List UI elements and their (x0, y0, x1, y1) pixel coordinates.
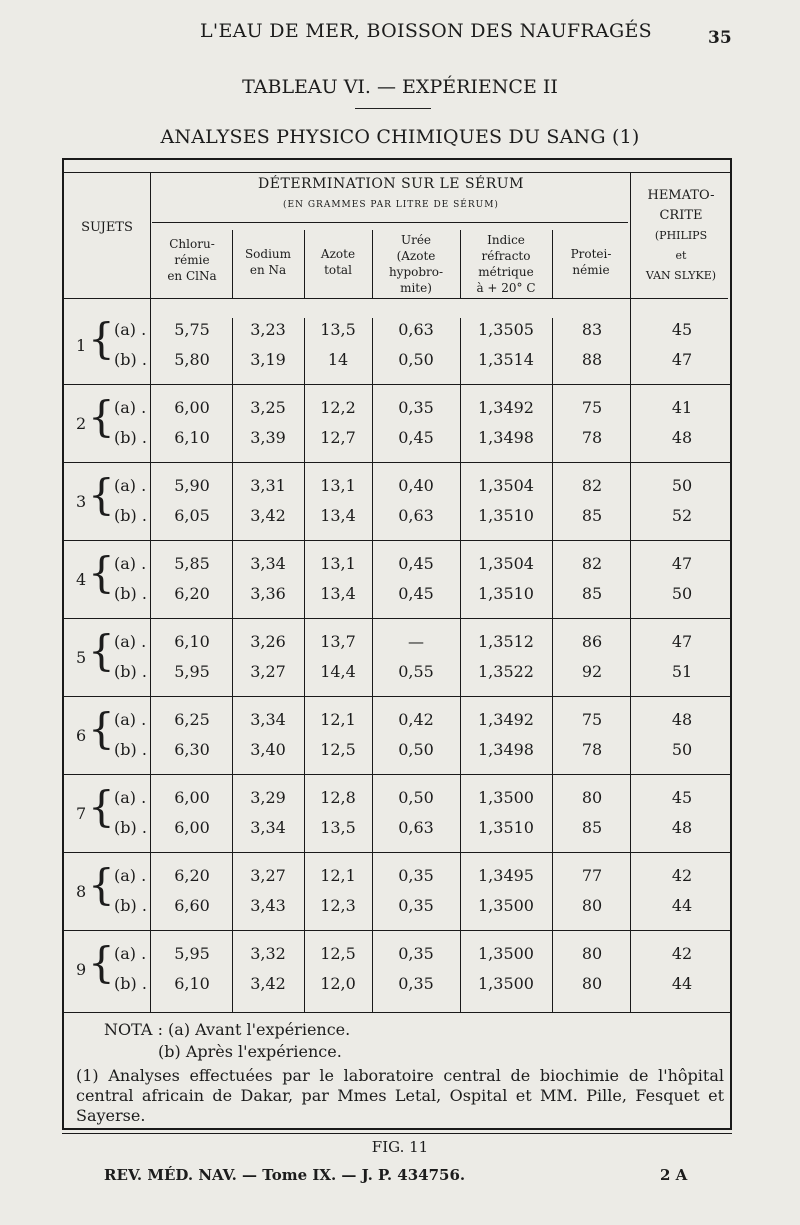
header-group-subtitle: (EN GRAMMES PAR LITRE DE SÉRUM) (283, 200, 499, 210)
title-rule (355, 108, 431, 109)
table-cell: 1,3500 (478, 896, 534, 915)
table-cell: 12,0 (320, 974, 356, 993)
table-cell: 77 (581, 866, 603, 885)
table-cell: 5,95 (174, 662, 210, 681)
table-cell: 6,05 (174, 506, 210, 525)
table-cell: 1,3510 (478, 584, 534, 603)
subject-number: 9 (76, 960, 87, 979)
table-cell: 12,1 (320, 710, 356, 729)
table-cell: 12,8 (320, 788, 356, 807)
table-cell: — (408, 632, 424, 651)
header-line: à + 20° C (476, 281, 536, 295)
header-line: Sodium (244, 247, 292, 261)
table-cell: 13,4 (320, 584, 356, 603)
brace-icon: { (88, 860, 115, 909)
header-chloruremie (152, 236, 232, 284)
table-cell: 48 (671, 818, 693, 837)
table-cell: 13,4 (320, 506, 356, 525)
row-rule (64, 1012, 730, 1013)
subject-number: 8 (76, 882, 87, 901)
table-cell: 50 (671, 740, 693, 759)
table-cell: 3,34 (250, 818, 286, 837)
table-cell: 3,19 (250, 350, 286, 369)
table-cell: 3,29 (250, 788, 286, 807)
row-rule (64, 462, 730, 463)
table-cell: 1,3492 (478, 398, 534, 417)
table-cell: 1,3498 (478, 740, 534, 759)
table-cell: 6,20 (174, 866, 210, 885)
table-cell: 1,3498 (478, 428, 534, 447)
table-cell: 12,2 (320, 398, 356, 417)
table-cell: 13,5 (320, 320, 356, 339)
table-cell: 5,90 (174, 476, 210, 495)
table-cell: 14,4 (320, 662, 356, 681)
column-rule (460, 318, 461, 1012)
table-cell: 0,35 (398, 974, 434, 993)
subject-number: 7 (76, 804, 87, 823)
row-label-b: (b) . (114, 896, 147, 915)
table-cell: 42 (671, 944, 693, 963)
table-cell: 3,25 (250, 398, 286, 417)
row-label-a: (a) . (114, 632, 147, 651)
page-number: 35 (708, 28, 732, 48)
table-cell: 41 (671, 398, 693, 417)
table-cell: 50 (671, 476, 693, 495)
table-cell: 3,26 (250, 632, 286, 651)
table-cell: 75 (581, 710, 603, 729)
table-cell: 88 (581, 350, 603, 369)
header-azote (304, 246, 372, 278)
subject-number: 5 (76, 648, 87, 667)
table-cell: 0,50 (398, 740, 434, 759)
table-cell: 50 (671, 584, 693, 603)
table-subtitle: ANALYSES PHYSICO CHIMIQUES DU SANG (1) (160, 126, 640, 148)
table-cell: 6,25 (174, 710, 210, 729)
header-line: métrique (478, 265, 534, 279)
journal-reference: REV. MÉD. NAV. — Tome IX. — J. P. 434756. (104, 1166, 466, 1184)
table-cell: 3,36 (250, 584, 286, 603)
table-cell: 12,3 (320, 896, 356, 915)
table-cell: 12,5 (320, 944, 356, 963)
header-group-title: DÉTERMINATION SUR LE SÉRUM (258, 176, 524, 192)
header-line: mite) (400, 281, 432, 295)
table-cell: 47 (671, 350, 693, 369)
row-rule (64, 774, 730, 775)
table-cell: 5,95 (174, 944, 210, 963)
table-cell: 0,42 (398, 710, 434, 729)
table-cell: 6,60 (174, 896, 210, 915)
subject-number: 2 (76, 414, 87, 433)
table-cell: 6,00 (174, 398, 210, 417)
brace-icon: { (88, 938, 115, 987)
subject-number: 3 (76, 492, 87, 511)
table-cell: 52 (671, 506, 693, 525)
figure-label: FIG. 11 (371, 1138, 429, 1156)
table-cell: 1,3500 (478, 944, 534, 963)
signature-mark: 2 A (660, 1166, 688, 1184)
header-uree (372, 232, 460, 296)
table-cell: 1,3522 (478, 662, 534, 681)
table-cell: 0,50 (398, 788, 434, 807)
row-rule (152, 222, 628, 223)
row-rule (64, 696, 730, 697)
brace-icon: { (88, 626, 115, 675)
table-cell: 6,10 (174, 974, 210, 993)
header-line: CRITE (659, 208, 703, 223)
table-cell: 6,10 (174, 632, 210, 651)
row-label-a: (a) . (114, 866, 147, 885)
header-indice (460, 232, 552, 296)
table-cell: 13,7 (320, 632, 356, 651)
header-line: réfracto (481, 249, 531, 263)
row-rule (64, 384, 730, 385)
row-rule (64, 540, 730, 541)
bottom-rule (62, 1128, 732, 1130)
nota-label: NOTA (104, 1020, 153, 1039)
table-cell: 13,5 (320, 818, 356, 837)
table-cell: 1,3504 (478, 554, 534, 573)
row-label-a: (a) . (114, 398, 147, 417)
subject-number: 1 (76, 336, 87, 355)
row-label-b: (b) . (114, 662, 147, 681)
table-cell: 5,80 (174, 350, 210, 369)
header-line: rémie (174, 253, 210, 267)
table-cell: 1,3500 (478, 974, 534, 993)
table-cell: 6,30 (174, 740, 210, 759)
table-cell: 5,85 (174, 554, 210, 573)
table-cell: 42 (671, 866, 693, 885)
table-cell: 12,1 (320, 866, 356, 885)
table-cell: 44 (671, 896, 693, 915)
table-cell: 13,1 (320, 476, 356, 495)
table-cell: 3,32 (250, 944, 286, 963)
brace-icon: { (88, 782, 115, 831)
table-cell: 1,3510 (478, 818, 534, 837)
brace-icon: { (88, 392, 115, 441)
row-rule (64, 618, 730, 619)
table-cell: 13,1 (320, 554, 356, 573)
table-cell: 48 (671, 428, 693, 447)
brace-icon: { (88, 704, 115, 753)
header-line: (Azote (396, 249, 436, 263)
table-cell: 47 (671, 554, 693, 573)
table-cell: 0,63 (398, 818, 434, 837)
subject-number: 4 (76, 570, 87, 589)
row-label-a: (a) . (114, 710, 147, 729)
table-cell: 86 (581, 632, 603, 651)
table-cell: 1,3504 (478, 476, 534, 495)
table-cell: 47 (671, 632, 693, 651)
header-line: Urée (400, 233, 432, 247)
table-cell: 0,55 (398, 662, 434, 681)
table-cell: 1,3514 (478, 350, 534, 369)
table-cell: 0,45 (398, 584, 434, 603)
header-line: (PHILIPS (654, 229, 708, 242)
row-label-a: (a) . (114, 320, 147, 339)
table-cell: 5,75 (174, 320, 210, 339)
table-cell: 3,31 (250, 476, 286, 495)
table-cell: 3,40 (250, 740, 286, 759)
brace-icon: { (88, 548, 115, 597)
nota-line-a (104, 1020, 350, 1040)
row-label-b: (b) . (114, 350, 147, 369)
header-line: total (324, 263, 352, 277)
table-cell: 80 (581, 788, 603, 807)
header-line: VAN SLYKE) (645, 269, 717, 282)
row-rule (64, 298, 728, 299)
table-cell: 1,3500 (478, 788, 534, 807)
table-cell: 3,27 (250, 662, 286, 681)
row-label-b: (b) . (114, 740, 147, 759)
subject-number: 6 (76, 726, 87, 745)
table-cell: 78 (581, 428, 603, 447)
footnote: (1) Analyses effectuées par le laboratoire central de biochimie de l'hôpital central africain de Dakar, par Mmes Letal, Ospital et MM. Pille, Fesquet et Sayerse. (76, 1066, 724, 1125)
table-cell: 1,3510 (478, 506, 534, 525)
header-line: Azote (320, 247, 356, 261)
table-cell: 51 (671, 662, 693, 681)
table-cell: 3,34 (250, 554, 286, 573)
table-cell: 82 (581, 554, 603, 573)
table-cell: 3,42 (250, 974, 286, 993)
nota-text-a: : (a) Avant l'expérience. (157, 1020, 351, 1039)
table-title: TABLEAU VI. — EXPÉRIENCE II (242, 76, 558, 98)
header-subjects: SUJETS (81, 220, 133, 235)
table-cell: 0,63 (398, 320, 434, 339)
row-label-b: (b) . (114, 974, 147, 993)
table-cell: 0,35 (398, 896, 434, 915)
table-cell: 12,5 (320, 740, 356, 759)
table-cell: 0,45 (398, 428, 434, 447)
table-cell: 48 (671, 710, 693, 729)
header-line: en ClNa (167, 269, 217, 283)
row-label-a: (a) . (114, 554, 147, 573)
running-title: L'EAU DE MER, BOISSON DES NAUFRAGÉS (200, 20, 652, 42)
nota-line-b: (b) Après l'expérience. (158, 1042, 342, 1061)
table-cell: 80 (581, 974, 603, 993)
table-cell: 14 (327, 350, 349, 369)
table-cell: 44 (671, 974, 693, 993)
table-cell: 85 (581, 506, 603, 525)
table-cell: 3,34 (250, 710, 286, 729)
table-cell: 1,3505 (478, 320, 534, 339)
header-line: Protei- (570, 247, 612, 261)
table-cell: 85 (581, 584, 603, 603)
table-cell: 12,7 (320, 428, 356, 447)
table-cell: 1,3512 (478, 632, 534, 651)
row-label-a: (a) . (114, 476, 147, 495)
brace-icon: { (88, 314, 115, 363)
table-cell: 92 (581, 662, 603, 681)
header-line: Indice (487, 233, 525, 247)
header-proteinemie (552, 246, 630, 278)
table-cell: 0,45 (398, 554, 434, 573)
table-cell: 80 (581, 944, 603, 963)
bottom-rule-thin (62, 1133, 732, 1134)
row-label-b: (b) . (114, 818, 147, 837)
table-cell: 0,50 (398, 350, 434, 369)
table-cell: 0,40 (398, 476, 434, 495)
table-cell: 3,27 (250, 866, 286, 885)
row-rule (64, 172, 730, 173)
row-rule (64, 930, 730, 931)
table-cell: 1,3492 (478, 710, 534, 729)
header-line: némie (572, 263, 610, 277)
table-cell: 80 (581, 896, 603, 915)
table-cell: 78 (581, 740, 603, 759)
table-cell: 82 (581, 476, 603, 495)
header-line: HEMATO- (647, 188, 715, 203)
header-line: en Na (249, 263, 287, 277)
row-label-b: (b) . (114, 506, 147, 525)
header-line: hypobro- (388, 265, 444, 279)
table-cell: 6,20 (174, 584, 210, 603)
table-cell: 6,10 (174, 428, 210, 447)
table-cell: 0,35 (398, 944, 434, 963)
brace-icon: { (88, 470, 115, 519)
table-cell: 45 (671, 320, 693, 339)
table-cell: 6,00 (174, 788, 210, 807)
table-cell: 85 (581, 818, 603, 837)
header-line: Chloru- (169, 237, 215, 251)
table-cell: 45 (671, 788, 693, 807)
table-cell: 75 (581, 398, 603, 417)
header-sodium (232, 246, 304, 278)
table-cell: 0,63 (398, 506, 434, 525)
table-cell: 3,43 (250, 896, 286, 915)
row-label-b: (b) . (114, 584, 147, 603)
table-cell: 6,00 (174, 818, 210, 837)
table-cell: 1,3495 (478, 866, 534, 885)
row-label-a: (a) . (114, 944, 147, 963)
table-cell: 0,35 (398, 398, 434, 417)
header-hematocrite (632, 186, 730, 286)
row-label-b: (b) . (114, 428, 147, 447)
table-cell: 83 (581, 320, 603, 339)
table-cell: 0,35 (398, 866, 434, 885)
header-line: et (675, 249, 687, 262)
table-cell: 3,42 (250, 506, 286, 525)
row-label-a: (a) . (114, 788, 147, 807)
row-rule (64, 852, 730, 853)
table-cell: 3,23 (250, 320, 286, 339)
table-cell: 3,39 (250, 428, 286, 447)
